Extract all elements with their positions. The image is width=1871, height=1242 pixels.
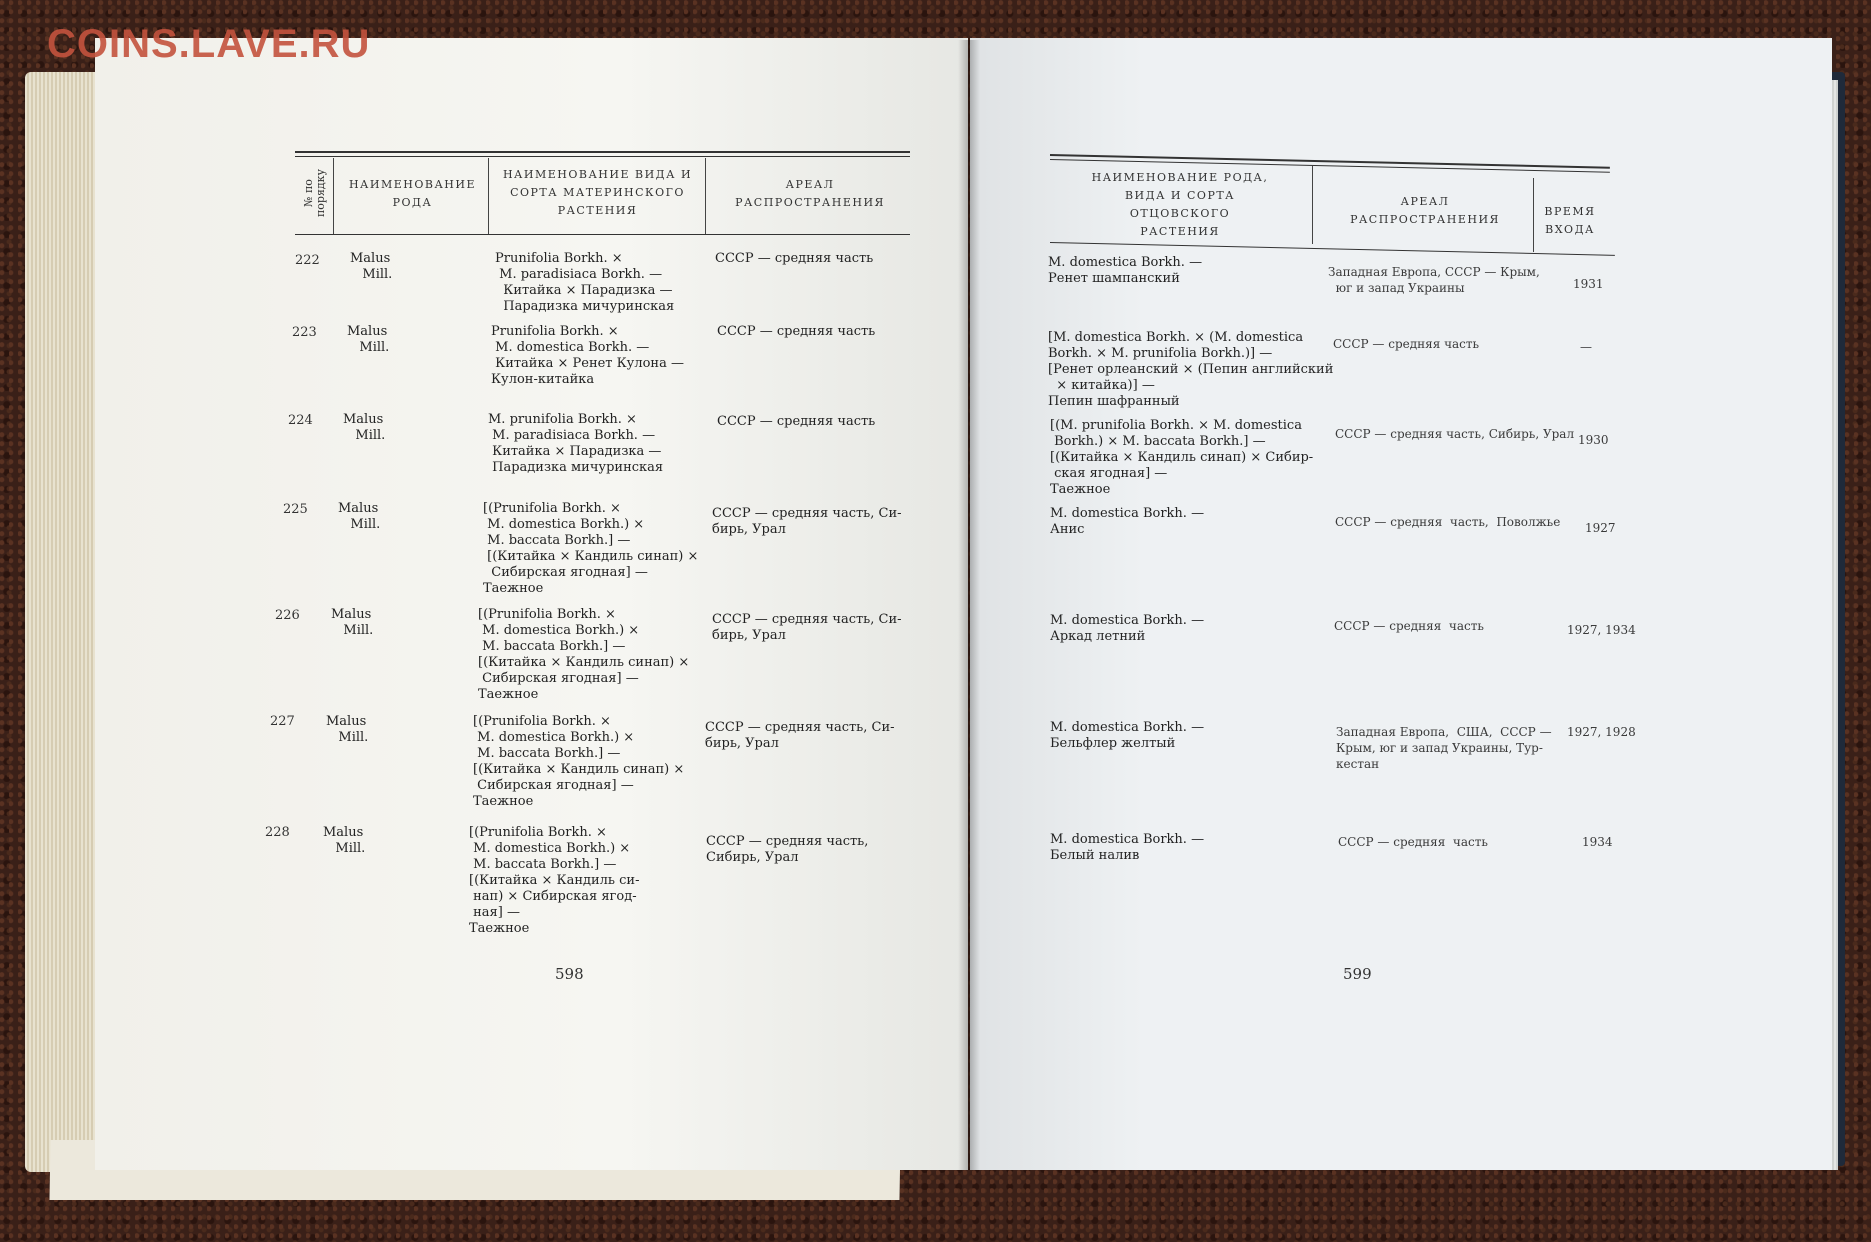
header-rule-top-2 [295, 156, 910, 157]
row-father-plant: M. domestica Borkh. — Ренет шампанский [1048, 255, 1203, 286]
watermark: COINS.LAVE.RU [47, 22, 371, 66]
row-genus: Malus Mill. [347, 324, 390, 355]
row-time: 1930 [1578, 433, 1609, 447]
row-genus: Malus Mill. [350, 251, 393, 282]
row-time: 1927 [1585, 521, 1616, 535]
row-area: Западная Европа, СССР — Крым, юг и запад Украины [1328, 265, 1540, 295]
header-area: АРЕАЛ РАСПРОСТРАНЕНИЯ [1350, 195, 1500, 226]
header-area: АРЕАЛ РАСПРОСТРАНЕНИЯ [735, 178, 885, 209]
row-mother-plant: [(Prunifolia Borkh. × M. domestica Borkh.) × M. baccata Borkh.] — [(Китайка × Кандиль си- нап) × Сибирская ягод- ная] — Таежное [469, 825, 640, 936]
header-number: № по порядку [302, 168, 327, 218]
header-father-plant: НАИМЕНОВАНИЕ РОДА, ВИДА И СОРТА ОТЦОВСКОГО РАСТЕНИЯ [1091, 171, 1269, 238]
row-number: 226 [275, 608, 300, 623]
row-area: СССР — средняя часть [717, 414, 876, 429]
row-area: СССР — средняя часть [1334, 619, 1484, 633]
row-father-plant: M. domestica Borkh. — Белый налив [1050, 832, 1205, 863]
row-time: 1931 [1573, 277, 1604, 291]
row-genus: Malus Mill. [326, 714, 369, 745]
row-genus: Malus Mill. [323, 825, 366, 856]
row-father-plant: [(M. prunifolia Borkh. × M. domestica Borkh.) × M. baccata Borkh.] — [(Китайка × Кандиль синап) × Сибир- ская ягодная] — Таежное [1050, 418, 1314, 497]
row-mother-plant: Prunifolia Borkh. × M. paradisiaca Borkh. — Китайка × Парадизка — Парадизка мичуринская [495, 251, 675, 314]
row-time: 1927, 1928 [1567, 725, 1636, 739]
row-area: СССР — средняя часть, Сибирь, Урал [1335, 427, 1575, 441]
row-area: СССР — средняя часть [1338, 835, 1488, 849]
header-genus: НАИМЕНОВАНИЕ РОДА [348, 178, 477, 209]
right-page [970, 38, 1832, 1170]
row-father-plant: M. domestica Borkh. — Бельфлер желтый [1050, 720, 1205, 751]
row-area: СССР — средняя часть, Си- бирь, Урал [712, 506, 902, 537]
header-time: ВРЕМЯ ВХОДА [1544, 205, 1596, 236]
left-page [95, 38, 968, 1170]
row-area: СССР — средняя часть [1333, 337, 1480, 351]
col-divider [1312, 166, 1313, 244]
row-number: 223 [292, 325, 317, 340]
row-area: СССР — средняя часть, Поволжье [1335, 515, 1561, 529]
page-number: 599 [1343, 965, 1372, 983]
col-divider [488, 158, 489, 234]
row-mother-plant: Prunifolia Borkh. × M. domestica Borkh. — Китайка × Ренет Кулона — Кулон-китайка [491, 324, 684, 387]
header-rule-bottom [1050, 242, 1615, 256]
row-number: 224 [288, 413, 313, 428]
row-genus: Malus Mill. [338, 501, 381, 532]
row-mother-plant: [(Prunifolia Borkh. × M. domestica Borkh.) × M. baccata Borkh.] — [(Китайка × Кандиль синап) × Сибирская ягодная] — Таежное [478, 607, 690, 702]
header-rule-bottom [295, 234, 910, 235]
row-area: СССР — средняя часть [717, 324, 876, 339]
row-time: 1934 [1582, 835, 1613, 849]
row-mother-plant: [(Prunifolia Borkh. × M. domestica Borkh.) × M. baccata Borkh.] — [(Китайка × Кандиль синап) × Сибирская ягодная] — Таежное [473, 714, 685, 809]
row-number: 222 [295, 253, 320, 268]
header-mother-plant: НАИМЕНОВАНИЕ ВИДА И СОРТА МАТЕРИНСКОГО РАСТЕНИЯ [502, 168, 693, 217]
row-area: Западная Европа, США, СССР — Крым, юг и запад Украины, Тур- кестан [1336, 725, 1552, 771]
col-divider [1533, 178, 1534, 252]
row-father-plant: [M. domestica Borkh. × (M. domestica Borkh. × M. prunifolia Borkh.)] — [Ренет орлеанский × (Пепин английский × китайка)] — Пепин шафранный [1048, 330, 1334, 409]
row-mother-plant: [(Prunifolia Borkh. × M. domestica Borkh.) × M. baccata Borkh.] — [(Китайка × Кандиль синап) × Сибирская ягодная] — Таежное [483, 501, 699, 596]
book-gutter [958, 40, 980, 1170]
row-genus: Malus Mill. [343, 412, 386, 443]
row-number: 225 [283, 502, 308, 517]
row-number: 228 [265, 825, 290, 840]
page-number: 598 [555, 965, 584, 983]
row-time: — [1580, 340, 1592, 354]
row-area: СССР — средняя часть [715, 251, 874, 266]
row-area: СССР — средняя часть, Сибирь, Урал [706, 834, 869, 865]
col-divider [333, 158, 334, 234]
row-area: СССР — средняя часть, Си- бирь, Урал [705, 720, 895, 751]
row-number: 227 [270, 714, 295, 729]
row-father-plant: M. domestica Borkh. — Анис [1050, 506, 1205, 537]
row-mother-plant: M. prunifolia Borkh. × M. paradisiaca Borkh. — Китайка × Парадизка — Парадизка мичуринская [488, 412, 664, 475]
header-rule-top [295, 151, 910, 153]
row-time: 1927, 1934 [1567, 623, 1636, 637]
row-area: СССР — средняя часть, Си- бирь, Урал [712, 612, 902, 643]
row-father-plant: M. domestica Borkh. — Аркад летний [1050, 613, 1205, 644]
row-genus: Malus Mill. [331, 607, 374, 638]
col-divider [705, 158, 706, 234]
